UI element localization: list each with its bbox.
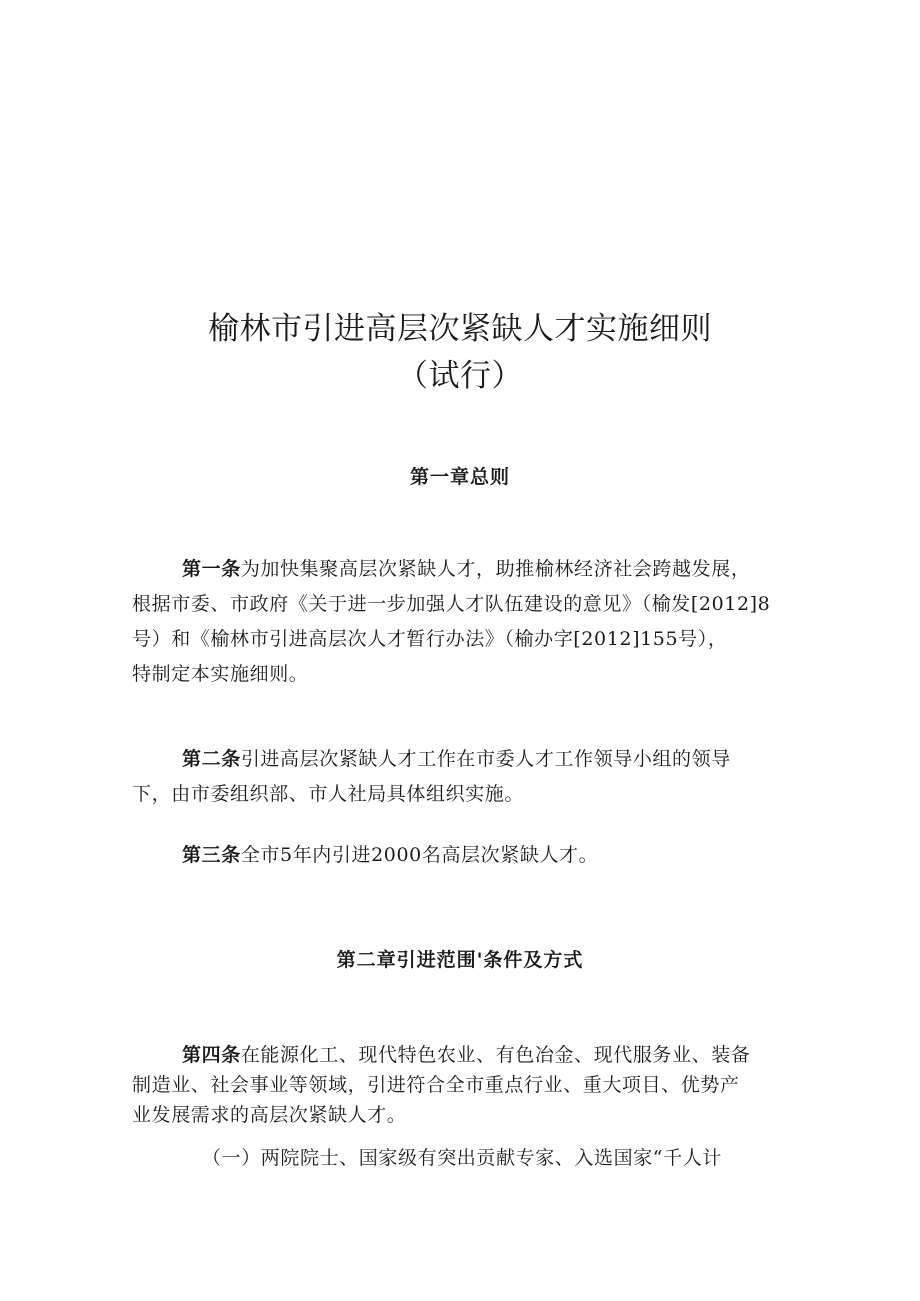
article-3-label: 第三条 [182, 844, 241, 866]
article-1 [132, 552, 802, 692]
article-1-line-1: 第一条为加快集聚高层次紧缺人才，助推榆林经济社会跨越发展， [182, 558, 751, 580]
article-4-line-3: 业发展需求的高层次紧缺人才。 [132, 1104, 407, 1126]
article-1-line-3: 号）和《榆林市引进高层次人才暂行办法》（榆办字[2012]155号）， [132, 628, 728, 650]
article-4-item-1 [132, 1141, 802, 1176]
article-2-label: 第二条 [182, 748, 241, 770]
article-3 [132, 838, 802, 873]
article-2-line-2: 下，由市委组织部、市人社局具体组织实施。 [132, 783, 525, 805]
article-2 [132, 742, 802, 812]
chapter-1-heading: 第一章总则 [409, 466, 510, 488]
article-4-label: 第四条 [182, 1044, 241, 1066]
article-4-line-1: 第四条在能源化工、现代特色农业、有色冶金、现代服务业、装备 [182, 1044, 751, 1066]
article-4-item-1-line-1: （一）两院院士、国家级有突出贡献专家、入选国家“千人计 [202, 1147, 722, 1169]
article-1-line-2: 根据市委、市政府《关于进一步加强人才队伍建设的意见》（榆发[2012]8 [132, 593, 771, 615]
article-3-line-1: 第三条全市5年内引进2000名高层次紧缺人才。 [182, 844, 599, 866]
article-2-line-1: 第二条引进高层次紧缺人才工作在市委人才工作领导小组的领导 [182, 748, 731, 770]
chapter-2-heading: 第二章引进范围'条件及方式 [336, 949, 584, 971]
document-title: 榆林市引进高层次紧缺人才实施细则 [208, 311, 712, 347]
article-1-label: 第一条 [182, 558, 241, 580]
article-4 [132, 1040, 802, 1130]
article-1-line-4: 特制定本实施细则。 [132, 663, 309, 685]
article-4-line-2: 制造业、社会事业等领域，引进符合全市重点行业、重大项目、优势产 [132, 1074, 740, 1096]
document-subtitle: （试行） [397, 358, 523, 394]
